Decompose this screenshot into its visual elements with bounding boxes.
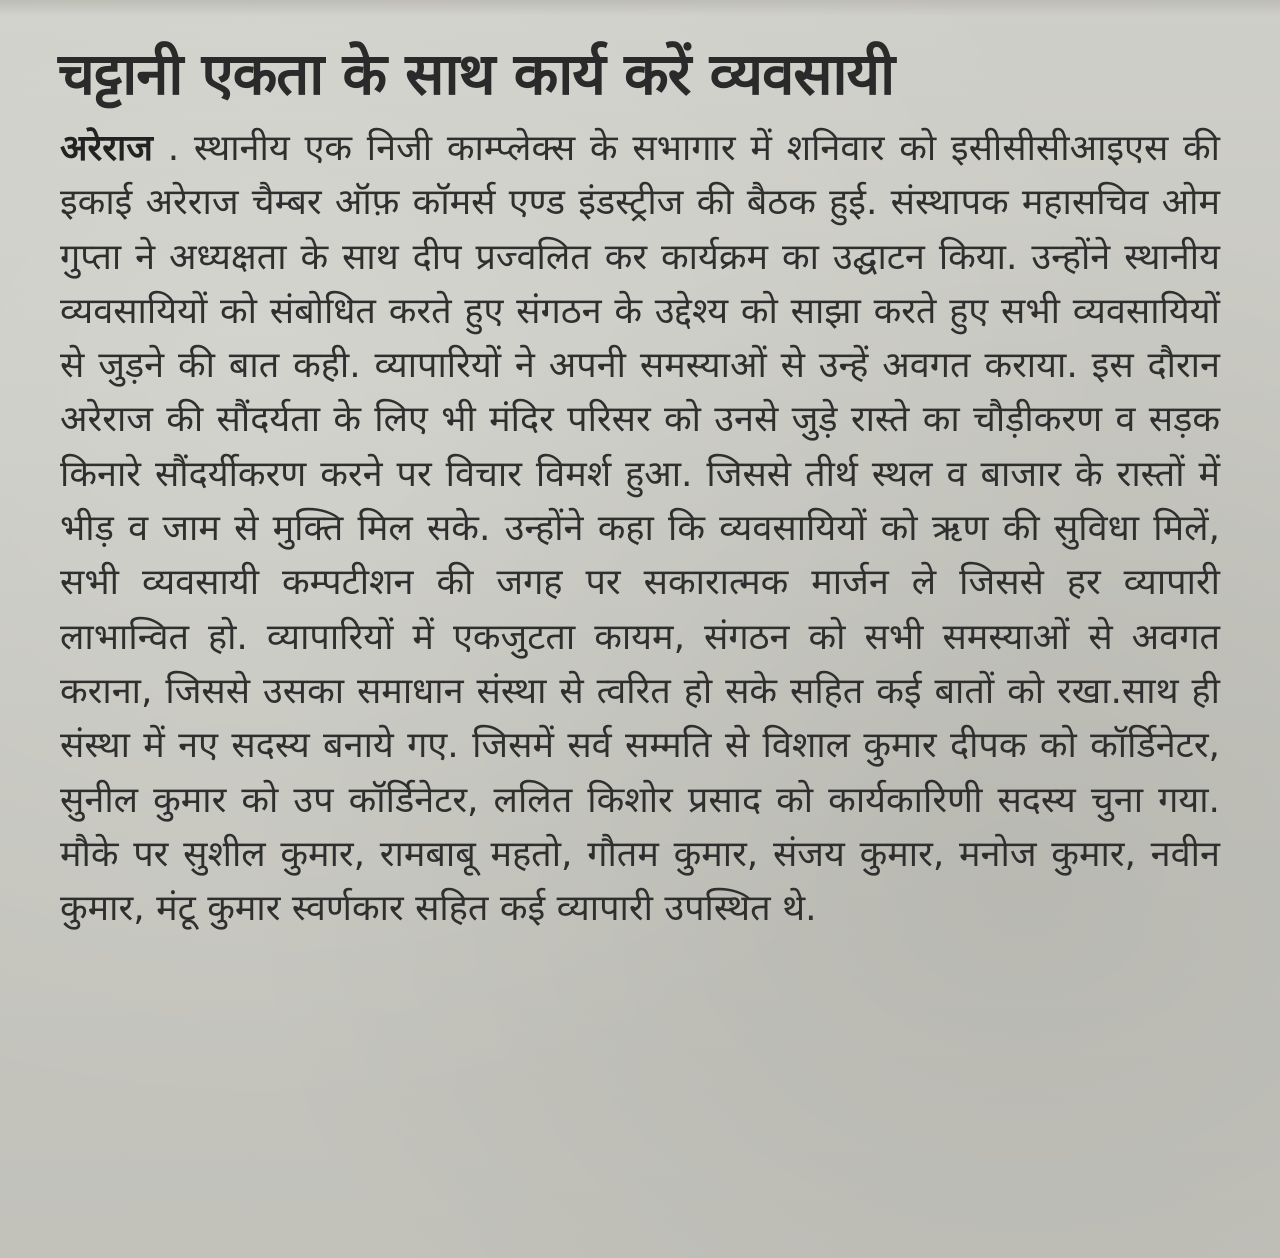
clipping-top-edge	[0, 0, 1280, 16]
article-body	[60, 122, 1220, 936]
article-headline: चट्टानी एकता के साथ कार्य करें व्यवसायी	[58, 40, 895, 108]
article-dateline: अरेराज	[60, 128, 153, 169]
article-body-text: . स्थानीय एक निजी काम्प्लेक्स के सभागार में शनिवार को इसीसीसीआइएस की इकाई अरेराज चैम्बर ऑफ़ कॉमर्स एण्ड इंडस्ट्रीज की बैठक हुई. संस्थापक महासचिव ओम गुप्ता ने अध्यक्षता के साथ दीप प्रज्वलित कर कार्यक्रम का उद्घाटन किया. उन्होंने स्थानीय व्यवसायियों को संबोधित करते हुए संगठन के उद्देश्य को साझा करते हुए सभी व्यवसायियों से जुड़ने की बात कही. व्यापारियों ने अपनी समस्याओं से उन्हें अवगत कराया. इस दौरान अरेराज की सौंदर्यता के लिए भी मंदिर परिसर को उनसे जुड़े रास्ते का चौड़ीकरण व सड़क किनारे सौंदर्यीकरण करने पर विचार विमर्श हुआ. जिससे तीर्थ स्थल व बाजार के रास्तों में भीड़ व जाम से मुक्ति मिल सके. उन्होंने कहा कि व्यवसायियों को ऋण की सुविधा मिलें, सभी व्यवसायी कम्पटीशन की जगह पर सकारात्मक मार्जन ले जिससे हर व्यापारी लाभान्वित हो. व्यापारियों में एकजुटता कायम, संगठन को सभी समस्याओं से अवगत कराना, जिससे उसका समाधान संस्था से त्वरित हो सके सहित कई बातों को रखा.साथ ही संस्था में नए सदस्य बनाये गए. जिसमें सर्व सम्मति से विशाल कुमार दीपक को कॉर्डिनेटर, सुनील कुमार को उप कॉर्डिनेटर, ललित किशोर प्रसाद को कार्यकारिणी सदस्य चुना गया. मौके पर सुशील कुमार, रामबाबू महतो, गौतम कुमार, संजय कुमार, मनोज कुमार, नवीन कुमार, मंटू कुमार स्वर्णकार सहित कई व्यापारी उपस्थित थे.	[60, 128, 1220, 930]
